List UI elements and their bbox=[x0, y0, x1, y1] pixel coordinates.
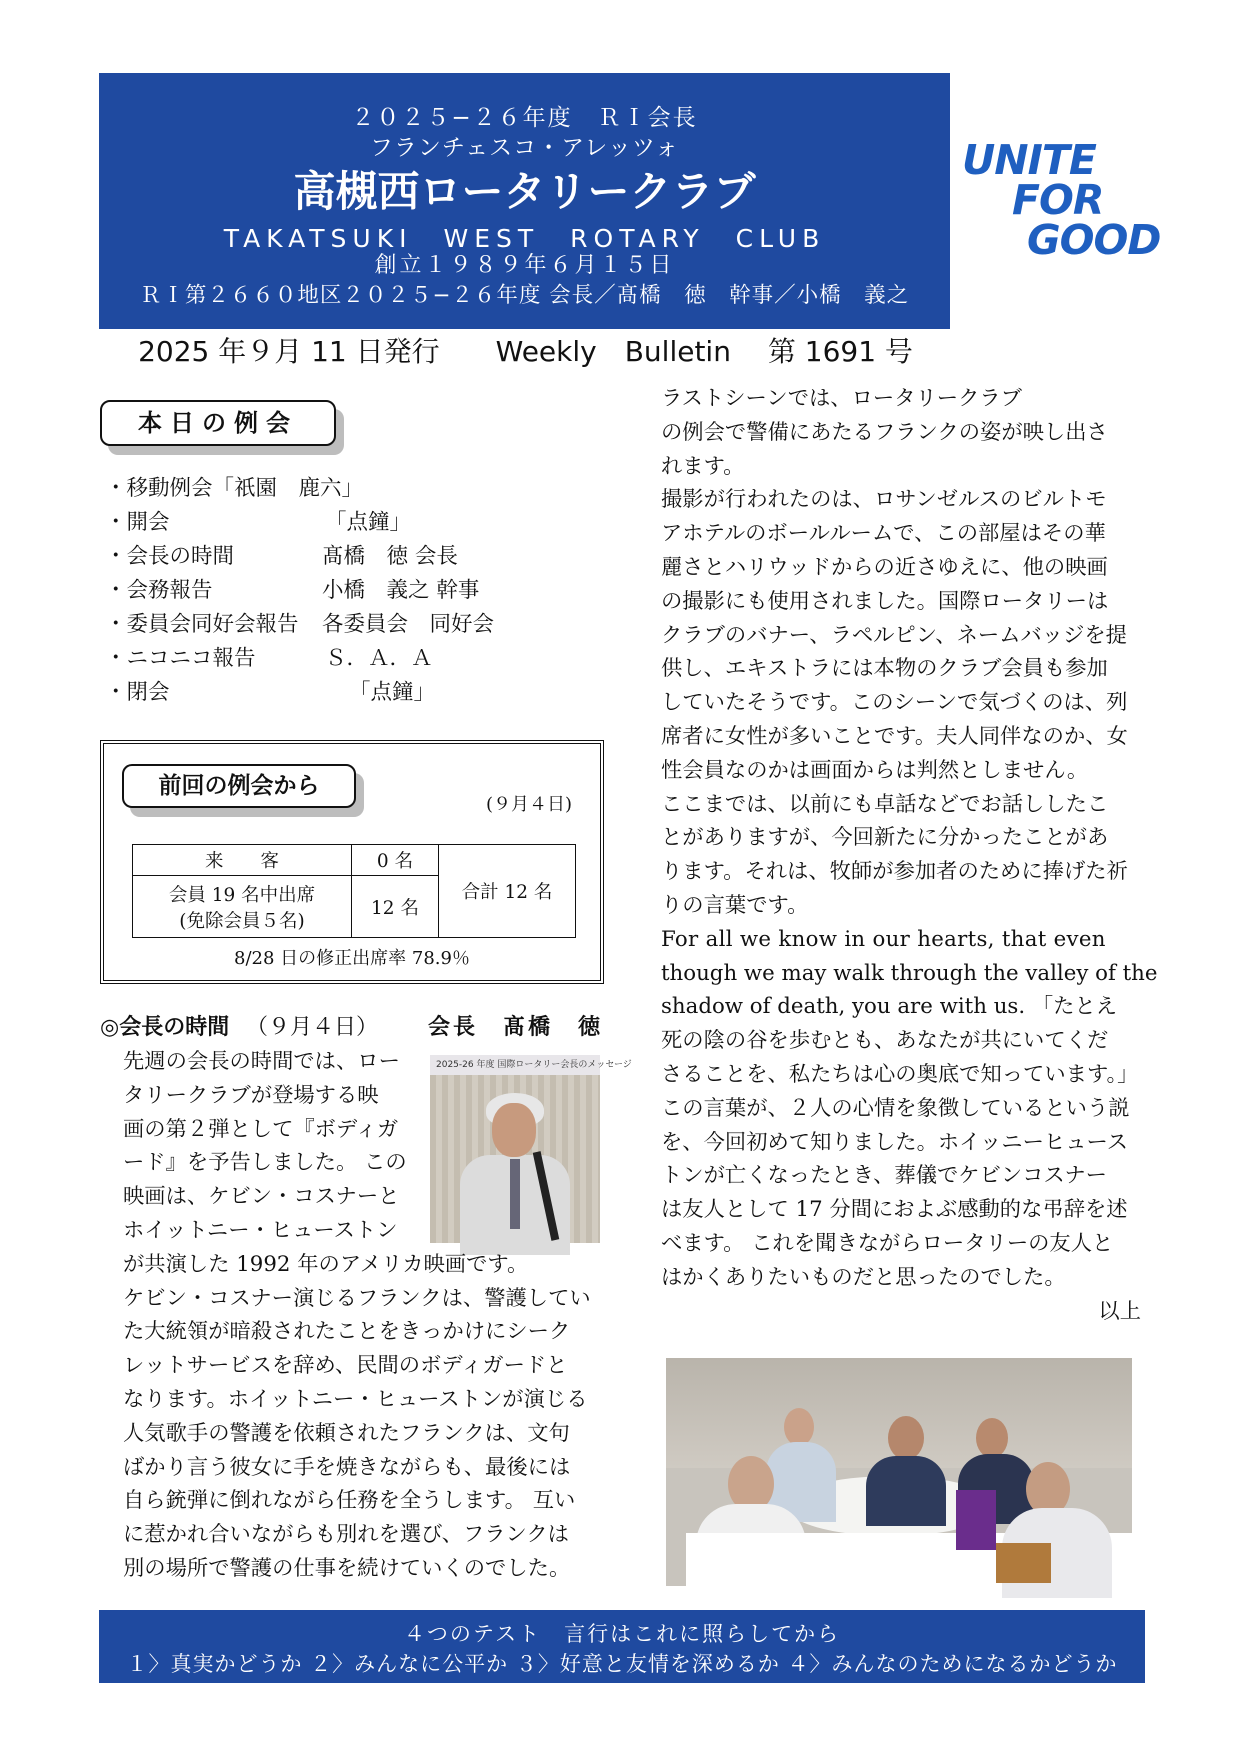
agenda-value: 小橋 義之 幹事 bbox=[322, 578, 480, 603]
text-line: 席者に女性が多いことです。夫人同伴なのか、女 bbox=[661, 723, 1128, 749]
previous-meeting-box bbox=[100, 740, 604, 984]
agenda-label: ・会務報告 bbox=[105, 578, 213, 603]
agenda-value: 「点鐘」 bbox=[349, 680, 436, 705]
previous-meeting-date: (９月４日) bbox=[485, 794, 572, 815]
text-line: が共演した 1992 年のアメリカ映画です。 bbox=[123, 1251, 529, 1277]
text-line: 麗さとハリウッドからの近さゆえに、他の映画 bbox=[661, 554, 1108, 580]
person-head bbox=[784, 1408, 814, 1446]
text-line: 死の陰の谷を歩むとも、あなたが共にいてくだ bbox=[661, 1028, 1109, 1054]
text-line: を、今回初めて知りました。ホイッニーヒュース bbox=[661, 1129, 1129, 1155]
agenda-label: ・委員会同好会報告 bbox=[105, 612, 299, 637]
text-line: ケビン・コスナー演じるフランクは、警護してい bbox=[123, 1285, 591, 1311]
issue-line: 2025 年９月 11 日発行 Weekly Bulletin 第 1691 号 bbox=[138, 335, 913, 368]
text-line: 画の第２弾として『ボディガ bbox=[123, 1116, 399, 1142]
members-label-line-2: (免除会員５名) bbox=[179, 910, 305, 932]
text-line: 人気歌手の警護を依頼されたフランクは、文句 bbox=[123, 1420, 570, 1446]
four-way-test-title: ４つのテスト 言行はこれに照らしてから bbox=[403, 1622, 841, 1646]
members-attendance-label bbox=[133, 876, 352, 938]
today-meeting-heading: 本日の例会 bbox=[100, 400, 336, 446]
agenda-value: 髙橋 徳 会長 bbox=[322, 544, 458, 569]
corrected-attendance-note: 8/28 日の修正出席率 78.9％ bbox=[234, 948, 470, 969]
text-line: とがありますが、今回新たに分かったことがあ bbox=[661, 825, 1109, 851]
attendance-total: 合計 12 名 bbox=[439, 845, 576, 938]
text-line: していたそうです。このシーンで気づくのは、列 bbox=[661, 690, 1128, 716]
ri-year-line: ２０２５−２６年度 ＲＩ会長 bbox=[351, 105, 698, 131]
text-line: ばかり言う彼女に手を焼きながらも、最後には bbox=[123, 1454, 571, 1480]
agenda-value: Ｓ．Ａ．Ａ bbox=[325, 646, 433, 671]
visitors-label: 来 客 bbox=[133, 845, 352, 876]
person-head bbox=[976, 1418, 1008, 1458]
founded-date: 創立１９８９年６月１５日 bbox=[374, 253, 675, 278]
text-line: For all we know in our hearts, that even bbox=[661, 926, 1106, 952]
person-body bbox=[866, 1456, 946, 1526]
photo-banner-caption: 2025-26 年度 国際ロータリー会長のメッセージ bbox=[430, 1055, 600, 1075]
text-line: さることを、私たちは心の奥底で知っています。」 bbox=[661, 1061, 1139, 1087]
ri-president-name: フランチェスコ・アレッツォ bbox=[369, 135, 680, 161]
text-line: レットサービスを辞め、民間のボディガードと bbox=[123, 1353, 568, 1379]
person-head bbox=[888, 1416, 924, 1460]
agenda-label: ・開会 bbox=[105, 510, 170, 535]
wooden-box bbox=[996, 1543, 1051, 1583]
right-column-body bbox=[661, 382, 1158, 1328]
previous-meeting-heading: 前回の例会から bbox=[122, 764, 356, 808]
closing-text: 以上 bbox=[1098, 1298, 1141, 1324]
text-line: ラストシーンでは、ロータリークラブ bbox=[661, 386, 1022, 411]
text-line: トンが亡くなったとき、葬儀でケビンコスナー bbox=[661, 1163, 1107, 1189]
agenda-value: 「点鐘」 bbox=[325, 510, 412, 535]
text-line: はかくありたいものだと思ったのでした。 bbox=[661, 1264, 1066, 1290]
text-line: クラブのバナー、ラペルピン、ネームバッジを提 bbox=[661, 622, 1127, 648]
text-line: shadow of death, you are with us. 「たとえ bbox=[661, 994, 1118, 1020]
text-line: アホテルのボールルームで、この部屋はその華 bbox=[661, 521, 1106, 547]
text-line: ここまでは、以前にも卓話などでお話ししたこ bbox=[661, 791, 1109, 817]
text-line: なります。ホイットニー・ヒューストンが演じる bbox=[123, 1386, 588, 1412]
agenda-label: ・ニコニコ報告 bbox=[105, 646, 256, 671]
president-time-date: （９月４日） bbox=[246, 1015, 379, 1040]
agenda-label: ・閉会 bbox=[105, 680, 170, 705]
president-time-body bbox=[123, 1045, 603, 1586]
text-line: は友人として 17 分間におよぶ感動的な弔辞を述 bbox=[661, 1197, 1128, 1223]
text-line: れます。 bbox=[661, 453, 745, 479]
text-line: りの言葉です。 bbox=[661, 892, 809, 918]
club-name: 高槻西ロータリークラブ bbox=[293, 167, 756, 216]
district-officers: ＲＩ第２６６０地区２０２５−２６年度 会長／髙橋 徳 幹事／小橋 義之 bbox=[139, 283, 910, 308]
visitors-count: 0 名 bbox=[352, 845, 439, 876]
text-line: 別の場所で警護の仕事を続けていくのでした。 bbox=[123, 1555, 571, 1581]
text-line: ホイットニー・ヒューストン bbox=[123, 1217, 398, 1243]
text-line: この言葉が、２人の心情を象徴しているという説 bbox=[661, 1095, 1130, 1121]
agenda-value: 各委員会 同好会 bbox=[322, 612, 495, 637]
text-line: た大統領が暗殺されたことをきっかけにシーク bbox=[123, 1319, 571, 1345]
club-name-en: TAKATSUKI WEST ROTARY CLUB bbox=[223, 224, 826, 253]
text-line: ード』を予告しました。 この bbox=[123, 1150, 407, 1176]
text-line: 撮影が行われたのは、ロサンゼルスのビルトモ bbox=[661, 487, 1107, 513]
four-way-test-items: １〉真実かどうか ２〉みんなに公平か ３〉好意と友情を深めるか ４〉みんなのためになるかどうか bbox=[126, 1652, 1118, 1676]
text-line: の例会で警備にあたるフランクの姿が映し出さ bbox=[661, 419, 1108, 445]
members-count: 12 名 bbox=[352, 876, 439, 938]
logo-word-2: FOR bbox=[1012, 176, 1104, 224]
members-label-line-1: 会員 19 名中出席 bbox=[168, 884, 316, 906]
logo-word-3: GOOD bbox=[1027, 216, 1161, 264]
meeting-photo bbox=[666, 1358, 1132, 1586]
president-time-title: ◎会長の時間 bbox=[100, 1015, 230, 1040]
text-line: の撮影にも使用されました。国際ロータリーは bbox=[661, 588, 1109, 614]
attendance-table bbox=[132, 844, 576, 938]
text-line: 自ら銃弾に倒れながら任務を全うします。 互い bbox=[123, 1488, 576, 1514]
text-line: ります。それは、牧師が参加者のために捧げた祈 bbox=[661, 859, 1128, 885]
four-way-test-footer bbox=[99, 1610, 1145, 1683]
text-line: べます。 これを聞きながらロータリーの友人と bbox=[661, 1230, 1114, 1256]
text-line: though we may walk through the valley of the bbox=[661, 960, 1158, 986]
text-line: 供し、エキストラには本物のクラブ会員も参加 bbox=[661, 656, 1108, 682]
agenda-label: ・移動例会「祇園 鹿六」 bbox=[105, 476, 364, 501]
unite-for-good-logo bbox=[962, 136, 1172, 264]
president-time-heading bbox=[100, 1010, 603, 1040]
text-line: に惹かれ合いながらも別れを選び、フランクは bbox=[123, 1522, 569, 1548]
text-line: タリークラブが登場する映 bbox=[123, 1082, 379, 1108]
logo-word-1: UNITE bbox=[962, 136, 1096, 184]
text-line: 先週の会長の時間では、ロー bbox=[123, 1049, 400, 1074]
masthead bbox=[99, 73, 950, 329]
text-line: 性会員なのかは画面からは判然としません。 bbox=[661, 757, 1089, 783]
president-time-speaker: 会長 髙橋 徳 bbox=[427, 1015, 603, 1040]
agenda-label: ・会長の時間 bbox=[105, 544, 235, 569]
text-line: 映画は、ケビン・コスナーと bbox=[123, 1184, 400, 1210]
rotary-banner bbox=[956, 1490, 996, 1550]
